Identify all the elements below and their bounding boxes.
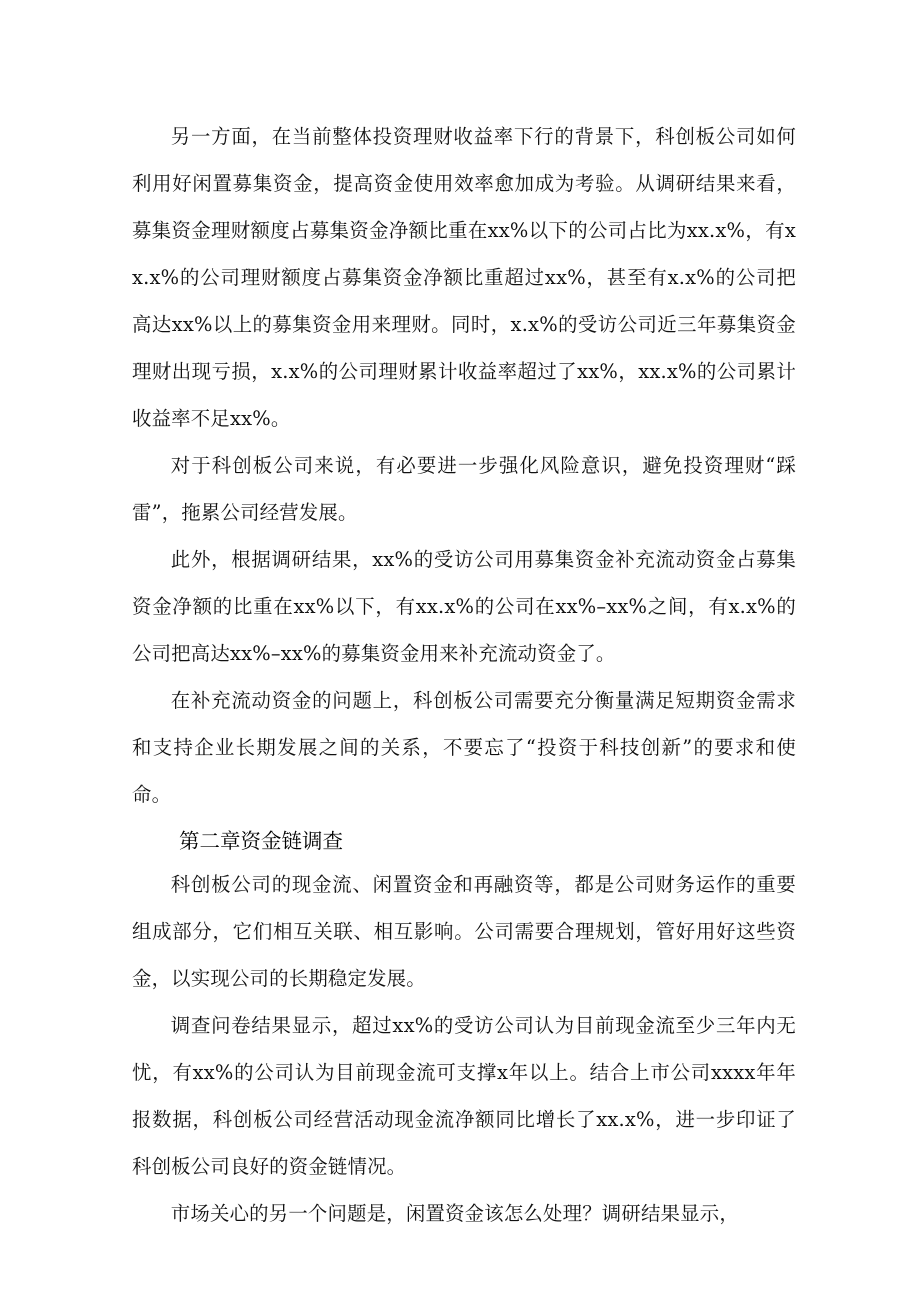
paragraph-cash-flow-overview: 科创板公司的现金流、闲置资金和再融资等，都是公司财务运作的重要组成部分，它们相互关联、相互影响。公司需要合理规划，管好用好这些资金，以实现公司的长期稳定发展。 <box>132 873 796 990</box>
paragraph-idle-funds-wealth-management: 另一方面，在当前整体投资理财收益率下行的背景下，科创板公司如何利用好闲置募集资金，提高资金使用效率愈加成为考验。从调研结果来看，募集资金理财额度占募集资金净额比重在xx%以下的公司占比为xx.x%，有xx.x%的公司理财额度占募集资金净额比重超过xx%，甚至有x.x%的公司把高达xx%以上的募集资金用来理财。同时，x.x%的受访公司近三年募集资金理财出现亏损，x.x%的公司理财累计收益率超过了xx%，xx.x%的公司累计收益率不足xx%。 <box>132 125 796 430</box>
paragraph-survey-results: 调查问卷结果显示，超过xx%的受访公司认为目前现金流至少三年内无忧，有xx%的公司认为目前现金流可支撑x年以上。结合上市公司xxxx年年报数据，科创板公司经营活动现金流净额同比增长了xx.x%，进一步印证了科创板公司良好的资金链情况。 <box>132 1014 796 1178</box>
paragraph-working-capital: 此外，根据调研结果，xx%的受访公司用募集资金补充流动资金占募集资金净额的比重在xx%以下，有xx.x%的公司在xx%–xx%之间，有x.x%的公司把高达xx%–xx%的募集资金用来补充流动资金了。 <box>132 548 796 665</box>
chapter-heading: 第二章资金链调查 <box>179 829 343 853</box>
paragraph-risk-awareness: 对于科创板公司来说，有必要进一步强化风险意识，避免投资理财“踩雷”，拖累公司经营发展。 <box>132 454 796 524</box>
paragraph-tech-innovation-mission: 在补充流动资金的问题上，科创板公司需要充分衡量满足短期资金需求和支持企业长期发展之间的关系，不要忘了“投资于科技创新”的要求和使命。 <box>132 689 796 806</box>
document-body <box>132 113 796 1237</box>
paragraph-idle-funds-question: 市场关心的另一个问题是，闲置资金该怎么处理？调研结果显示， <box>170 1202 739 1225</box>
